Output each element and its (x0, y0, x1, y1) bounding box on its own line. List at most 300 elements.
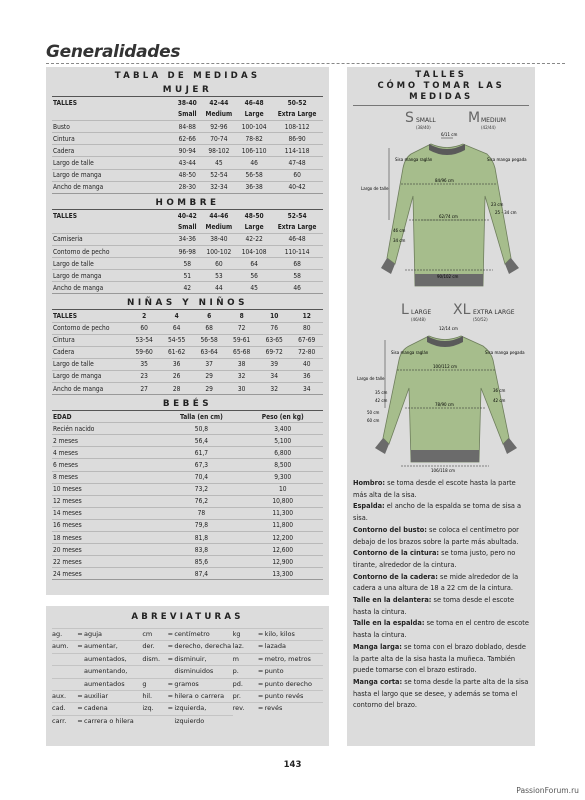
table-cell: 38-40 (201, 233, 237, 245)
table-cell: 32-34 (201, 181, 237, 193)
table-cell: 60 (128, 322, 161, 334)
table-cell: 10,800 (242, 495, 323, 507)
abbreviation-meaning: lazada (264, 642, 286, 651)
table-cell: 56 (237, 270, 271, 282)
set-in-label: Sisa manga pegada (487, 157, 527, 162)
abbreviation-item (233, 702, 323, 714)
abbreviation-equals: = (257, 642, 264, 651)
table-row (52, 169, 323, 181)
hip-measure: 90/102 cm (437, 274, 459, 279)
table-cell: 62-66 (174, 133, 201, 145)
table-cell: Medium (205, 223, 233, 232)
row-label: Largo de manga (52, 270, 174, 282)
abbreviation-item (233, 690, 323, 702)
table-row (52, 459, 323, 471)
definition-text: el ancho de la espalda se toma de sisa a sisa. (353, 502, 522, 523)
table-cell: 40-42 (271, 181, 323, 193)
table-row (52, 233, 323, 245)
table-cell: 76,2 (160, 495, 242, 507)
table-cell: 108-112 (271, 121, 323, 133)
neck-measure: 6/11 cm (441, 132, 458, 137)
table-cell: 46 (271, 282, 323, 294)
abbreviation-item (52, 690, 142, 702)
d4-measure: 25 - 34 cm (495, 210, 517, 215)
abbreviation-equals (76, 666, 84, 677)
abbreviation-item (52, 665, 142, 677)
abbreviation-meaning: gramos (174, 679, 199, 688)
abbreviation-equals: = (257, 679, 264, 688)
table-cell: 39 (258, 358, 291, 370)
hombre-heading: HOMBRE (155, 197, 220, 208)
table-cell: 65-68 (225, 346, 258, 358)
table-cell: 4 (160, 310, 193, 322)
table-cell: 2 (128, 310, 161, 322)
d1-measure: 23 cm (491, 202, 504, 207)
abbreviation-equals: = (167, 692, 174, 701)
page-title: Generalidades (46, 42, 181, 62)
abbreviation-meaning: disminuidos (174, 667, 214, 676)
abbreviation-key: carr. (52, 716, 67, 725)
abbreviation-item (52, 715, 142, 727)
abbreviation-key: m (232, 654, 239, 663)
abbreviations-title: ABREVIATURAS (131, 612, 244, 622)
abbreviation-equals (166, 666, 174, 677)
table-cell: 70-74 (201, 133, 237, 145)
table-cell: 36-38 (237, 181, 271, 193)
size-l-name: LARGE (411, 309, 432, 316)
table-cell: Peso (en kg) (242, 411, 323, 423)
table-row (52, 358, 323, 370)
row-label: 18 meses (52, 532, 160, 544)
row-label: Cintura (52, 334, 128, 346)
row-label: Largo de manga (52, 370, 128, 382)
abbreviations-column (52, 628, 142, 727)
hombre-table (52, 209, 323, 295)
table-cell: 64 (160, 322, 193, 334)
abbreviation-equals (76, 679, 84, 690)
abbreviation-equals: = (77, 642, 83, 651)
abbreviation-item (233, 678, 323, 690)
abbreviation-key: hil. (142, 692, 153, 701)
abbreviation-meaning: punto (264, 667, 284, 676)
definition-item (353, 478, 529, 501)
d2-measure: 34 cm (393, 238, 406, 243)
row-label: 24 meses (52, 568, 160, 580)
abbreviation-equals: = (167, 679, 174, 688)
row-label: TALLES (52, 209, 174, 221)
row-label: Ancho de manga (52, 282, 174, 294)
ninos-table (52, 309, 323, 395)
abbreviation-key: aum. (52, 642, 69, 651)
table-header-row (52, 310, 323, 322)
d6b-measure: 42 cm (493, 398, 506, 403)
abbreviation-meaning: aumentados, (84, 654, 127, 663)
watermark: PassionForum.ru (516, 786, 579, 795)
table-cell: Large (244, 223, 264, 232)
abbreviation-key (52, 654, 76, 665)
row-label: Largo de manga (52, 169, 174, 181)
table-cell: 42-22 (237, 233, 271, 245)
abbreviation-item (52, 678, 142, 690)
table-cell: 36 (160, 358, 193, 370)
abbreviation-equals: = (167, 642, 174, 651)
table-cell: 78-82 (237, 133, 271, 145)
abbreviation-key: pr. (232, 692, 241, 701)
row-label: EDAD (52, 411, 160, 423)
row-label: 20 meses (52, 544, 160, 556)
abbreviation-item (142, 628, 232, 640)
row-label: Recién nacido (52, 423, 160, 435)
sweater-diagram-large-xl (353, 298, 529, 478)
chest2-measure: 100/112 cm (433, 364, 457, 369)
size-m-letter: M (468, 110, 481, 126)
size-l-letter: L (401, 302, 409, 318)
hip2-measure: 106/118 cm (431, 468, 455, 473)
sweater2-hem-rib (411, 450, 479, 462)
table-cell: 84-88 (174, 121, 201, 133)
table-cell: 81,8 (160, 532, 242, 544)
abbreviation-meaning: auxiliar (84, 692, 109, 701)
abbreviations-panel (46, 606, 329, 746)
row-label: 2 meses (52, 435, 160, 447)
abbreviation-equals: = (77, 704, 83, 713)
table-size-row (52, 221, 323, 233)
table-cell: 38-40 (174, 97, 201, 109)
abbreviation-item (52, 628, 142, 640)
table-cell: 42 (174, 282, 201, 294)
table-row (52, 145, 323, 157)
table-row (52, 568, 323, 580)
abbreviation-item (142, 678, 232, 690)
row-label: TALLES (52, 97, 174, 109)
size-xl-letter: XL (453, 302, 471, 318)
table-cell: 53 (201, 270, 237, 282)
abbreviation-meaning: disminuir, (174, 654, 207, 663)
page-number: 143 (283, 760, 302, 770)
table-cell: 23 (128, 370, 161, 382)
table-cell: 13,300 (242, 568, 323, 580)
table-cell: 58 (174, 258, 201, 270)
table-cell: 46-48 (237, 97, 271, 109)
table-cell: 61-62 (160, 346, 193, 358)
table-cell: 63-65 (258, 334, 291, 346)
abbreviation-meaning: revés (264, 704, 283, 713)
row-label: Cadera (52, 145, 174, 157)
table-row (52, 556, 323, 568)
table-cell: 78 (160, 507, 242, 519)
abbreviation-equals (166, 716, 174, 727)
table-header-row (52, 209, 323, 221)
table-cell: Medium (205, 110, 233, 119)
table-cell: 106-110 (237, 145, 271, 157)
table-cell: 80 (290, 322, 323, 334)
row-label: Busto (52, 121, 174, 133)
row-label: Cintura (52, 133, 174, 145)
d2b-measure: 42 cm (375, 398, 388, 403)
table-cell: 72 (225, 322, 258, 334)
table-row (52, 483, 323, 495)
table-cell: 44 (201, 282, 237, 294)
abbreviation-key: cm (142, 630, 153, 638)
table-row (52, 495, 323, 507)
table-cell: 26 (160, 370, 193, 382)
definition-term: Contorno del busto: (353, 525, 427, 534)
table-cell: 64 (237, 258, 271, 270)
table-cell: 40 (290, 358, 323, 370)
raglan2-label: Sisa manga raglán (391, 350, 429, 355)
title-divider (46, 63, 565, 64)
table-cell: 36 (290, 370, 323, 382)
table-cell: 68 (271, 258, 323, 270)
abbreviation-key: p. (232, 667, 239, 676)
abbreviation-equals: = (167, 654, 174, 663)
talle2-label: Largo de talle (357, 376, 385, 381)
abbreviation-meaning: hilera o carrera (174, 692, 225, 701)
definition-term: Contorno de la cintura: (353, 549, 440, 558)
abbreviation-key: izq. (142, 704, 154, 713)
table-cell: 110-114 (271, 246, 323, 258)
table-cell: 100-104 (237, 121, 271, 133)
measurement-definitions (353, 478, 529, 712)
table-cell: 46-48 (271, 233, 323, 245)
table-cell: 58 (271, 270, 323, 282)
abbreviation-item (142, 665, 232, 677)
abbreviation-key: g (142, 679, 147, 688)
definition-item (353, 525, 529, 548)
mujer-heading: MUJER (162, 85, 213, 95)
table-cell: 60 (201, 258, 237, 270)
abbreviation-key (52, 679, 76, 690)
abbreviation-key: pd. (232, 679, 243, 688)
table-row (52, 181, 323, 193)
table-row (52, 519, 323, 531)
d1b-measure: 35 cm (375, 390, 388, 395)
definition-term: Espalda: (353, 502, 385, 511)
row-label: Largo de talle (52, 358, 128, 370)
table-row (52, 282, 323, 294)
ninos-heading: NIÑAS Y NIÑOS (127, 298, 248, 309)
abbreviation-key (142, 666, 166, 677)
bebes-table (52, 410, 323, 580)
abbreviation-meaning: aumentar, (84, 642, 118, 651)
table-cell: 73,2 (160, 483, 242, 495)
table-cell: 76 (258, 322, 291, 334)
abbreviation-equals: = (77, 692, 83, 701)
table-cell: 28-30 (174, 181, 201, 193)
abbreviation-equals: = (167, 630, 174, 638)
definition-text: se toma desde el escote hasta la cintura. (353, 596, 515, 616)
table-cell: 86-90 (271, 133, 323, 145)
table-row (52, 532, 323, 544)
table-cell: 37 (193, 358, 226, 370)
table-cell: 29 (193, 370, 226, 382)
table-header-row (52, 97, 323, 109)
definition-item (353, 642, 529, 677)
table-row (52, 258, 323, 270)
row-label: Largo de talle (52, 157, 174, 169)
row-label: Ancho de manga (52, 382, 128, 394)
table-cell: 45 (201, 157, 237, 169)
table-cell: 70,4 (160, 471, 242, 483)
definition-item (353, 572, 529, 595)
abbreviation-item (233, 640, 323, 652)
table-cell: 29 (193, 382, 226, 394)
table-row (52, 435, 323, 447)
row-label: 12 meses (52, 495, 160, 507)
definition-text: se toma desde el escote hasta la parte más alta de la sisa. (353, 479, 516, 499)
table-cell: 46 (237, 157, 271, 169)
table-row (52, 447, 323, 459)
row-label: Contorno de pecho (52, 322, 128, 334)
definition-term: Manga corta: (353, 677, 403, 686)
row-label: 16 meses (52, 519, 160, 531)
table-cell: 6 (193, 310, 226, 322)
d3b-measure: 50 cm (367, 410, 380, 415)
table-row (52, 133, 323, 145)
definition-item (353, 677, 529, 712)
table-cell: 51 (174, 270, 201, 282)
abbreviation-item (142, 690, 232, 702)
abbreviation-key: laz. (232, 642, 244, 651)
talles-title: TALLES (415, 70, 467, 80)
abbreviation-key (142, 716, 166, 727)
talle-label: Largo de talle (361, 186, 389, 191)
definition-text: se toma en el centro de escote hasta la cintura. (353, 619, 529, 640)
table-cell: Large (244, 110, 264, 119)
table-cell: 12,900 (242, 556, 323, 568)
table-cell: 52-54 (201, 169, 237, 181)
table-header-row (52, 411, 323, 423)
abbreviations-column (142, 628, 232, 727)
table-cell: 67,3 (160, 459, 242, 471)
table-cell: 8 (225, 310, 258, 322)
row-label: 4 meses (52, 447, 160, 459)
d5b-measure: 36 cm (493, 388, 506, 393)
abbreviation-meaning: punto derecho (264, 679, 312, 688)
abbreviation-equals: = (257, 704, 264, 713)
sweater-large-xl-illustration (353, 298, 529, 474)
table-cell: 12,600 (242, 544, 323, 556)
table-row (52, 423, 323, 435)
table-cell: 44-46 (201, 209, 237, 221)
table-cell: 48-50 (237, 209, 271, 221)
abbreviation-key: cad. (52, 704, 66, 713)
table-cell: Small (178, 223, 197, 232)
table-cell: 60 (271, 169, 323, 181)
row-label: TALLES (52, 310, 128, 322)
table-cell: 34 (290, 382, 323, 394)
set-in2-label: Sisa manga pegada (485, 350, 525, 355)
definition-text: se toma justo, pero no tirante, alrededor de la cintura. (353, 549, 516, 569)
table-cell: 40-42 (174, 209, 201, 221)
d4b-measure: 60 cm (367, 418, 380, 423)
definition-text: se mide alrededor de la cadera a una altura de 18 a 22 cm de la cintura. (353, 572, 519, 593)
table-row (52, 322, 323, 334)
table-cell: 50-52 (271, 97, 323, 109)
row-label: Camiseria (52, 233, 174, 245)
table-size-row (52, 109, 323, 121)
table-cell: 38 (225, 358, 258, 370)
definition-item (353, 618, 529, 641)
abbreviation-meaning: aumentados (84, 679, 125, 688)
abbreviation-key: der. (142, 642, 155, 651)
table-cell: 67-69 (290, 334, 323, 346)
table-cell: 35 (128, 358, 161, 370)
abbreviation-meaning: metro, metros (264, 654, 311, 663)
chest-measure: 84/96 cm (435, 178, 454, 183)
table-row (52, 121, 323, 133)
abbreviation-equals: = (77, 630, 83, 638)
table-cell: 45 (237, 282, 271, 294)
definition-item (353, 548, 529, 571)
abbreviation-key: kg (232, 630, 241, 638)
row-label (52, 109, 174, 121)
row-label (52, 221, 174, 233)
talles-title-rule (353, 105, 529, 106)
table-cell: 34-36 (174, 233, 201, 245)
table-cell: 50,8 (160, 423, 242, 435)
definition-text: se toma con el brazo doblado, desde la parte alta de la sisa hasta la muñeca. También puede tomarse con el brazo estirado. (353, 642, 526, 675)
tabla-title: TABLA DE MEDIDAS (114, 71, 261, 81)
table-cell: 12,200 (242, 532, 323, 544)
table-cell: 72-80 (290, 346, 323, 358)
table-cell: 10 (258, 310, 291, 322)
abbreviation-equals: = (77, 716, 83, 725)
table-cell: 27 (128, 382, 161, 394)
abbreviation-item (142, 640, 232, 652)
abbreviation-key: ag. (52, 630, 63, 638)
sweater-small-medium-illustration (353, 108, 529, 294)
table-row (52, 507, 323, 519)
size-s-range: (38/40) (416, 125, 431, 130)
table-cell: 59-60 (128, 346, 161, 358)
table-cell: 42-44 (201, 97, 237, 109)
neck2-measure: 12/14 cm (439, 326, 458, 331)
table-cell: 43-44 (174, 157, 201, 169)
abbreviation-equals: = (257, 630, 264, 638)
abbreviation-meaning: derecho, derecha (174, 642, 232, 651)
table-cell: 98-102 (201, 145, 237, 157)
abbreviation-key: dism. (142, 654, 161, 663)
row-label: 8 meses (52, 471, 160, 483)
abbreviation-equals: = (257, 654, 264, 663)
table-cell: 100-102 (201, 246, 237, 258)
table-cell: 34 (258, 370, 291, 382)
sweater-diagram-small-medium (353, 108, 529, 298)
definition-item (353, 501, 529, 524)
abbreviation-equals: = (257, 692, 264, 701)
abbreviation-item (233, 665, 323, 677)
table-cell: 11,300 (242, 507, 323, 519)
table-cell: 68 (193, 322, 226, 334)
abbreviation-item (142, 702, 232, 714)
table-row (52, 157, 323, 169)
abbreviation-item (233, 653, 323, 665)
table-cell: 3,400 (242, 423, 323, 435)
waist2-measure: 78/90 cm (435, 402, 454, 407)
d3-measure: 46 cm (393, 228, 406, 233)
abbreviation-equals: = (257, 667, 264, 676)
abbreviation-item (142, 653, 232, 665)
abbreviation-key: rev. (232, 704, 245, 713)
abbreviation-meaning: aguja (84, 630, 103, 638)
size-xl-range: (50/52) (473, 317, 488, 322)
table-cell: 79,8 (160, 519, 242, 531)
table-row (52, 382, 323, 394)
waist-measure: 62/74 cm (439, 214, 458, 219)
table-cell: 63-64 (193, 346, 226, 358)
table-row (52, 334, 323, 346)
